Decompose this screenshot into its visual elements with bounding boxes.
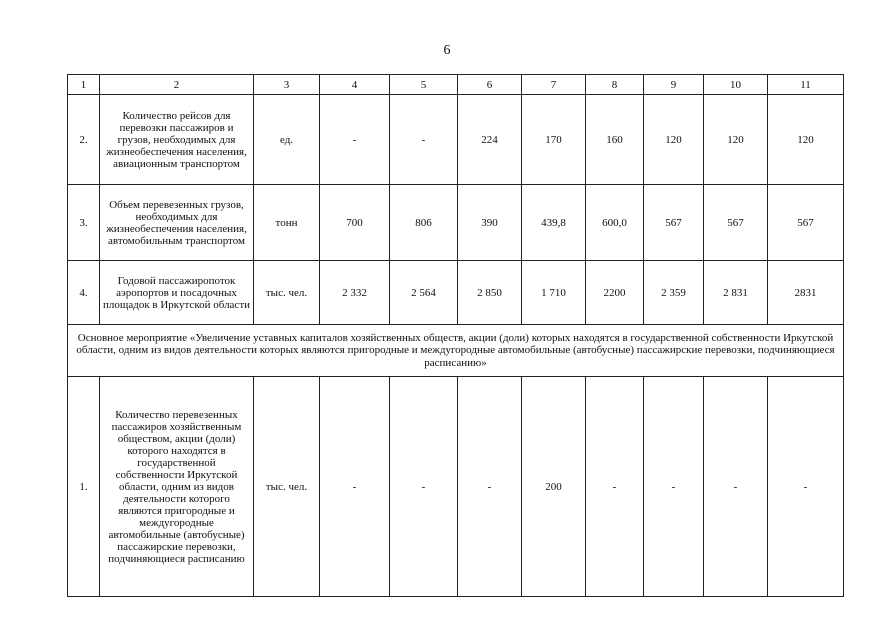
value-cell: - [320,95,390,185]
indicator-description: Количество перевезенных пассажиров хозяйственным обществом, акции (доли) которого находятся в государственной собственности Иркутской области, одним из видов деятельности которого являются пригородные и междугородные автомобильные (автобусные) пассажирские перевозки, подчиняющиеся расписанию [100,377,254,597]
value-cell: 700 [320,185,390,261]
unit-cell: тонн [254,185,320,261]
value-cell: 567 [644,185,704,261]
header-row [68,75,844,95]
header-cell: 10 [704,75,768,95]
row-number: 2. [68,95,100,185]
value-cell: 160 [586,95,644,185]
value-cell: - [586,377,644,597]
value-cell: 567 [768,185,844,261]
indicators-table [67,74,844,597]
unit-cell: тыс. чел. [254,377,320,597]
header-cell: 1 [68,75,100,95]
indicator-description: Объем перевезенных грузов, необходимых для жизнеобеспечения населения, автомобильным транспортом [100,185,254,261]
value-cell: - [390,95,458,185]
value-cell: 2 359 [644,261,704,325]
page-number: 6 [443,43,451,58]
indicator-description: Годовой пассажиропоток аэропортов и посадочных площадок в Иркутской области [100,261,254,325]
value-cell: 439,8 [522,185,586,261]
row-number: 4. [68,261,100,325]
value-cell: 120 [768,95,844,185]
value-cell: 2200 [586,261,644,325]
value-cell: 390 [458,185,522,261]
value-cell: - [390,377,458,597]
value-cell: 2831 [768,261,844,325]
value-cell: 2 831 [704,261,768,325]
value-cell: 2 332 [320,261,390,325]
section-row [68,325,844,377]
header-cell: 5 [390,75,458,95]
header-cell: 2 [100,75,254,95]
table-row [68,185,844,261]
header-cell: 3 [254,75,320,95]
header-cell: 4 [320,75,390,95]
header-cell: 7 [522,75,586,95]
value-cell: 567 [704,185,768,261]
value-cell: - [458,377,522,597]
value-cell: 2 564 [390,261,458,325]
table-row [68,377,844,597]
value-cell: 200 [522,377,586,597]
value-cell: 806 [390,185,458,261]
indicator-description: Количество рейсов для перевозки пассажиров и грузов, необходимых для жизнеобеспечения населения, авиационным транспортом [100,95,254,185]
value-cell: 2 850 [458,261,522,325]
value-cell: 224 [458,95,522,185]
value-cell: 120 [644,95,704,185]
value-cell: 120 [704,95,768,185]
row-number: 3. [68,185,100,261]
table-row [68,261,844,325]
row-number: 1. [68,377,100,597]
unit-cell: ед. [254,95,320,185]
value-cell: 1 710 [522,261,586,325]
value-cell: 600,0 [586,185,644,261]
value-cell: - [704,377,768,597]
header-cell: 9 [644,75,704,95]
header-cell: 11 [768,75,844,95]
value-cell: - [320,377,390,597]
value-cell: 170 [522,95,586,185]
unit-cell: тыс. чел. [254,261,320,325]
value-cell: - [644,377,704,597]
section-title: Основное мероприятие «Увеличение уставных капиталов хозяйственных обществ, акции (доли) которых находятся в государственной собственности Иркутской области, одним из видов деятельности которых являются пригородные и междугородные автомобильные (автобусные) пассажирские перевозки, подчиняющиеся расписанию» [68,325,844,377]
table-row [68,95,844,185]
value-cell: - [768,377,844,597]
header-cell: 8 [586,75,644,95]
header-cell: 6 [458,75,522,95]
